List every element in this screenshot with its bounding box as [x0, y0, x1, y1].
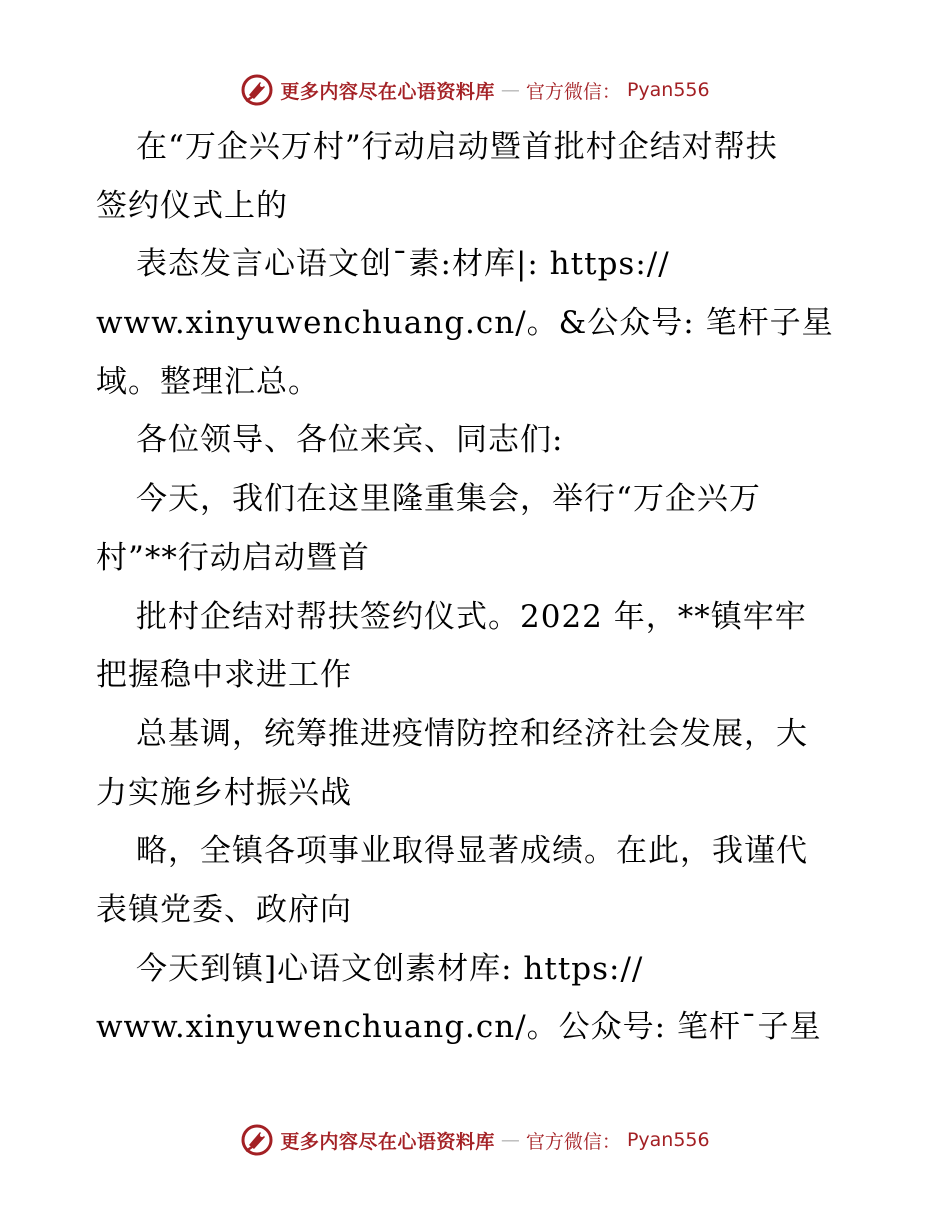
banner-main-text: 更多内容尽在心语资料库	[280, 80, 495, 103]
doc-line: www.xinyuwenchuang.cn/。公众号: 笔杆¯子星	[96, 1009, 822, 1046]
doc-line: 村”**行动启动暨首	[96, 539, 370, 576]
doc-line: 签约仪式上的	[96, 187, 288, 224]
doc-line: 把握稳中求进工作	[96, 657, 352, 694]
banner-wechat-id: Pyan556	[626, 79, 710, 101]
banner-content	[240, 1123, 709, 1157]
doc-line: 在“万企兴万村”行动启动暨首批村企结对帮扶	[136, 129, 778, 165]
banner-separator: —	[500, 1129, 520, 1151]
brand-logo-icon	[240, 73, 274, 107]
doc-line: www.xinyuwenchuang.cn/。&公众号: 笔杆子星	[96, 305, 834, 342]
doc-line: 今天，我们在这里隆重集会，举行“万企兴万	[136, 481, 761, 518]
brand-logo-icon	[240, 1123, 274, 1157]
doc-line: 域。整理汇总。	[96, 363, 320, 400]
banner-wechat-id: Pyan556	[626, 1129, 710, 1151]
doc-line: 各位领导、各位来宾、同志们:	[136, 422, 564, 459]
doc-line: 今天到镇]心语文创素材库: https://	[136, 950, 644, 987]
document-body	[96, 118, 866, 1057]
doc-line: 力实施乡村振兴战	[96, 774, 352, 811]
banner-main-text: 更多内容尽在心语资料库	[280, 1130, 495, 1153]
banner-wechat-label: 官方微信：	[525, 80, 621, 103]
footer-banner	[0, 1120, 950, 1160]
doc-line: 略，全镇各项事业取得显著成绩。在此，我谨代	[136, 833, 808, 870]
doc-line: 表态发言心语文创¯素:材库|: https://	[136, 246, 670, 283]
doc-line: 表镇党委、政府向	[96, 891, 352, 928]
doc-line: 批村企结对帮扶签约仪式。2022 年，**镇牢牢	[136, 598, 807, 635]
banner-content	[240, 73, 709, 107]
banner-wechat-label: 官方微信：	[525, 1130, 621, 1153]
header-banner	[0, 70, 950, 110]
banner-separator: —	[500, 79, 520, 101]
doc-line: 总基调，统筹推进疫情防控和经济社会发展，大	[136, 715, 808, 752]
